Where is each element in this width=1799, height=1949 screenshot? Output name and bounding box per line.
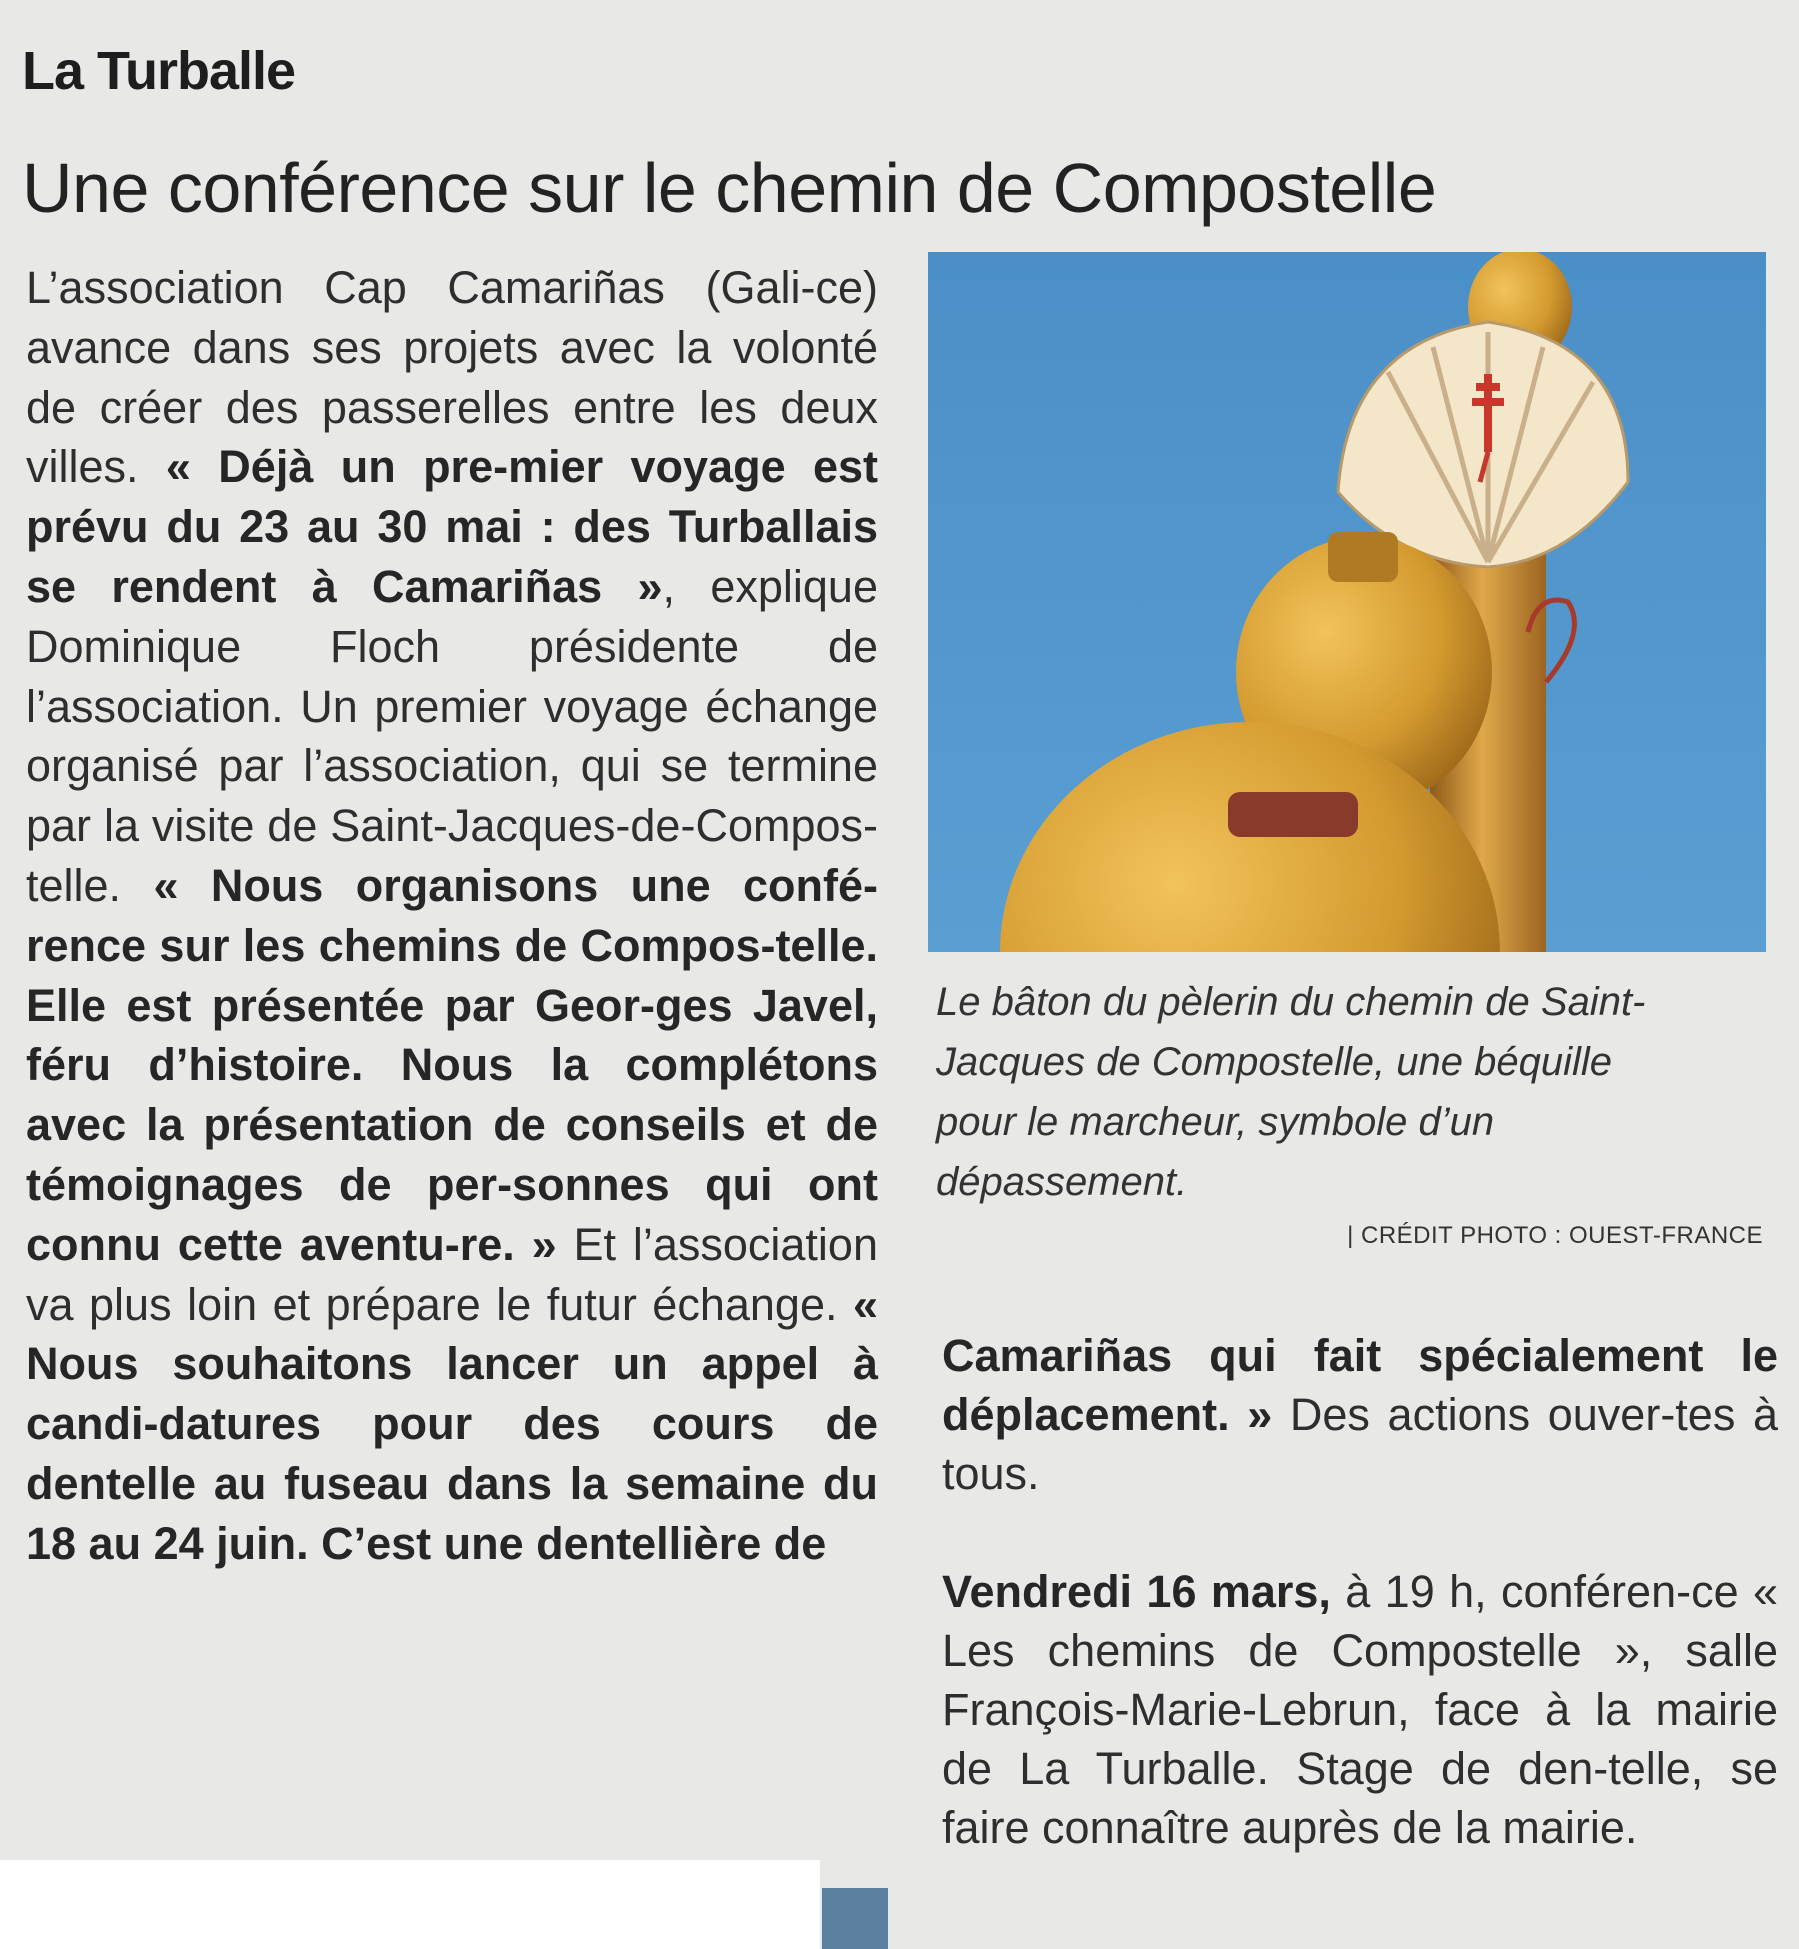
cord-wrap <box>1228 792 1358 837</box>
article-headline: Une conférence sur le chemin de Compostelle <box>22 149 1437 227</box>
adjacent-clipping-edge <box>822 1888 888 1949</box>
article-photo <box>928 252 1766 952</box>
event-details: à 19 h, conféren-ce « Les chemins de Compostelle », salle François-Marie-Lebrun, face à la mairie de La Turballe. Stage de den-telle, se faire connaître auprès de la mairie. <box>942 1566 1778 1853</box>
body-quote: « Nous souhaitons lancer un appel à candi-datures pour des cours de dentelle au fuseau dans la semaine du 18 au 24 juin. C’est une dentellière de <box>26 1278 878 1569</box>
pilgrim-staff-image <box>928 252 1766 952</box>
article-body-right <box>942 1326 1778 1857</box>
body-quote: « Nous organisons une confé-rence sur les chemins de Compos-telle. Elle est présentée par Geor-ges Javel, féru d’histoire. Nous la complétons avec la présentation de conseils et de témoignages de per-sonnes qui ont connu cette aventu-re. » <box>26 859 878 1270</box>
photo-credit: | CRÉDIT PHOTO : OUEST-FRANCE <box>1347 1222 1763 1249</box>
body-segment: L’association Cap Camariñas (Gali-ce) avance dans ses projets avec la volonté de créer des passerelles entre les deux villes. <box>26 262 878 493</box>
clipping-cut-edge <box>0 1860 820 1949</box>
body-segment: Et l’association va plus loin et prépare le futur échange. <box>26 1218 878 1330</box>
photo-caption: Le bâton du pèlerin du chemin de Saint-Jacques de Compostelle, une béquille pour le marcheur, symbole d’un dépassement. <box>936 980 1646 1204</box>
article-body-left <box>26 258 878 1574</box>
body-segment: , explique Dominique Floch présidente de l’association. Un premier voyage échange organisé par l’association, qui se termine par la visite de Saint-Jacques-de-Compos-telle. <box>26 560 878 911</box>
gourd-neck <box>1328 532 1398 582</box>
body-paragraph <box>942 1326 1778 1503</box>
event-date: Vendredi 16 mars, <box>942 1566 1331 1617</box>
section-rubric: La Turballe <box>22 41 296 101</box>
body-segment: Des actions ouver-tes à tous. <box>942 1389 1778 1499</box>
body-quote: « Déjà un pre-mier voyage est prévu du 23 au 30 mai : des Turballais se rendent à Camariñas » <box>26 441 878 612</box>
event-info-paragraph <box>942 1562 1778 1857</box>
body-quote: Camariñas qui fait spécialement le déplacement. » <box>942 1330 1778 1440</box>
